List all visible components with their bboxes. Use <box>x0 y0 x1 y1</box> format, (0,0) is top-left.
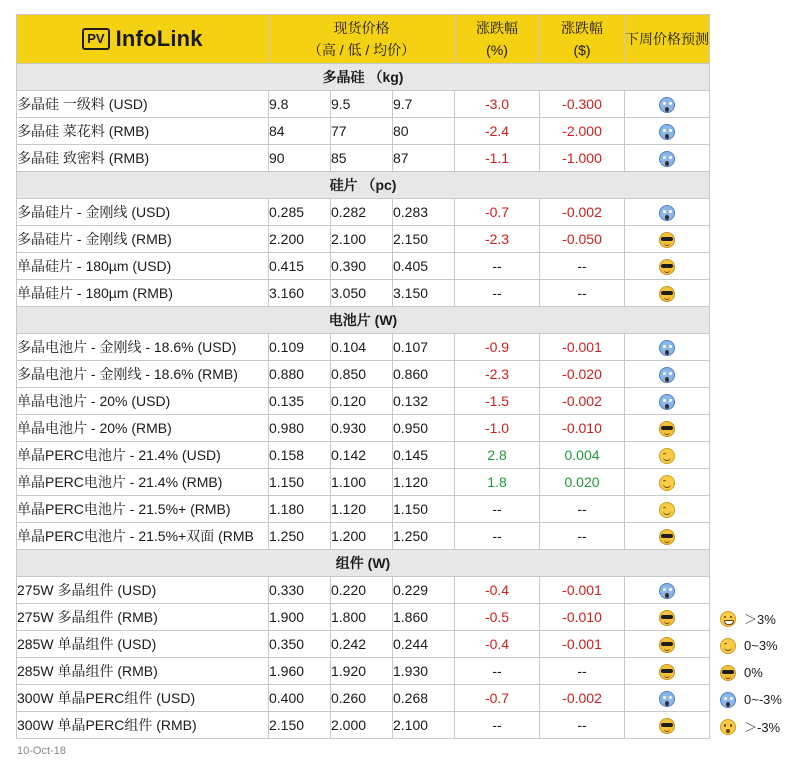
change-pct: -- <box>455 253 540 280</box>
price-high: 90 <box>269 145 331 172</box>
change-abs: -0.001 <box>540 334 625 361</box>
price-avg: 0.405 <box>393 253 455 280</box>
change-pct-title: 涨跌幅 <box>476 20 519 36</box>
table-row <box>17 253 710 280</box>
price-low: 0.142 <box>331 442 393 469</box>
pv-logo-icon: PV <box>82 28 109 50</box>
price-high: 0.109 <box>269 334 331 361</box>
product-name: 单晶PERC电池片 - 21.5%+双面 (RMB <box>17 523 269 550</box>
price-low: 77 <box>331 118 393 145</box>
table-row <box>17 415 710 442</box>
forecast-cell <box>625 118 710 145</box>
price-avg: 2.150 <box>393 226 455 253</box>
change-pct: -- <box>455 523 540 550</box>
price-low: 1.920 <box>331 658 393 685</box>
change-pct: -- <box>455 712 540 739</box>
cool-icon <box>659 529 675 545</box>
section-row <box>17 172 710 199</box>
change-pct: -1.0 <box>455 415 540 442</box>
change-abs: -- <box>540 658 625 685</box>
price-high: 0.285 <box>269 199 331 226</box>
forecast-cell <box>625 685 710 712</box>
price-high: 0.880 <box>269 361 331 388</box>
cool-icon <box>659 259 675 275</box>
legend-label: 0~-3% <box>744 692 782 707</box>
price-high: 9.8 <box>269 91 331 118</box>
cool-icon <box>659 664 675 680</box>
price-high: 1.180 <box>269 496 331 523</box>
change-pct: -- <box>455 496 540 523</box>
price-avg: 0.244 <box>393 631 455 658</box>
smile-icon <box>720 638 736 654</box>
spot-price-header <box>269 15 455 64</box>
section-title: 硅片 （pc) <box>17 172 710 199</box>
price-high: 1.960 <box>269 658 331 685</box>
section-row <box>17 64 710 91</box>
legend-label: ＞3% <box>744 612 776 627</box>
cool-icon <box>659 610 675 626</box>
product-name: 多晶硅 一级料 (USD) <box>17 91 269 118</box>
product-name: 多晶电池片 - 金刚线 - 18.6% (USD) <box>17 334 269 361</box>
cool-icon <box>659 232 675 248</box>
price-avg: 1.250 <box>393 523 455 550</box>
product-name: 单晶电池片 - 20% (USD) <box>17 388 269 415</box>
legend-label: 0% <box>744 665 763 680</box>
table-row <box>17 118 710 145</box>
price-avg: 0.229 <box>393 577 455 604</box>
change-abs-title: 涨跌幅 <box>561 20 604 36</box>
price-avg: 3.150 <box>393 280 455 307</box>
product-name: 多晶硅 致密料 (RMB) <box>17 145 269 172</box>
scream-icon <box>659 367 675 383</box>
table-row <box>17 334 710 361</box>
change-abs-unit: ($) <box>573 42 591 58</box>
table-row <box>17 523 710 550</box>
price-high: 0.415 <box>269 253 331 280</box>
change-pct-unit: (%) <box>486 42 508 58</box>
table-row <box>17 577 710 604</box>
price-low: 0.220 <box>331 577 393 604</box>
table-row <box>17 685 710 712</box>
price-low: 0.120 <box>331 388 393 415</box>
price-high: 0.135 <box>269 388 331 415</box>
scream-icon <box>659 583 675 599</box>
product-name: 单晶电池片 - 20% (RMB) <box>17 415 269 442</box>
price-low: 2.000 <box>331 712 393 739</box>
product-name: 单晶硅片 - 180µm (USD) <box>17 253 269 280</box>
change-abs: -- <box>540 712 625 739</box>
price-avg: 2.100 <box>393 712 455 739</box>
table-row <box>17 604 710 631</box>
price-high: 1.150 <box>269 469 331 496</box>
price-table <box>16 14 710 739</box>
table-row <box>17 145 710 172</box>
scream-icon <box>659 691 675 707</box>
legend-label: 0~3% <box>744 638 778 653</box>
price-low: 1.120 <box>331 496 393 523</box>
price-low: 0.260 <box>331 685 393 712</box>
legend-item <box>716 713 800 740</box>
price-low: 1.200 <box>331 523 393 550</box>
price-high: 2.150 <box>269 712 331 739</box>
price-high: 0.330 <box>269 577 331 604</box>
price-high: 3.160 <box>269 280 331 307</box>
forecast-cell <box>625 361 710 388</box>
forecast-cell <box>625 631 710 658</box>
table-row <box>17 496 710 523</box>
cool-icon <box>659 286 675 302</box>
scream-icon <box>659 97 675 113</box>
table-row <box>17 280 710 307</box>
infolink-logo <box>17 15 268 63</box>
price-low: 0.242 <box>331 631 393 658</box>
product-name: 单晶PERC电池片 - 21.4% (RMB) <box>17 469 269 496</box>
price-avg: 0.860 <box>393 361 455 388</box>
forecast-cell <box>625 199 710 226</box>
smile-icon <box>659 448 675 464</box>
change-pct: -3.0 <box>455 91 540 118</box>
price-avg: 80 <box>393 118 455 145</box>
change-pct: -0.7 <box>455 199 540 226</box>
forecast-cell <box>625 334 710 361</box>
price-avg: 0.283 <box>393 199 455 226</box>
table-row <box>17 658 710 685</box>
cool-icon <box>659 421 675 437</box>
section-title: 组件 (W) <box>17 550 710 577</box>
price-low: 0.282 <box>331 199 393 226</box>
header-row <box>17 15 710 64</box>
change-abs: -- <box>540 523 625 550</box>
change-abs: -0.002 <box>540 199 625 226</box>
product-name: 多晶硅片 - 金刚线 (RMB) <box>17 226 269 253</box>
cool-icon <box>659 718 675 734</box>
product-name: 单晶硅片 - 180µm (RMB) <box>17 280 269 307</box>
forecast-cell <box>625 712 710 739</box>
price-low: 0.850 <box>331 361 393 388</box>
price-low: 1.800 <box>331 604 393 631</box>
product-name: 300W 单晶PERC组件 (RMB) <box>17 712 269 739</box>
scream-icon <box>659 340 675 356</box>
forecast-cell <box>625 415 710 442</box>
legend-item <box>716 605 800 632</box>
astonished-icon <box>720 719 736 735</box>
logo-cell <box>17 15 269 64</box>
price-high: 1.900 <box>269 604 331 631</box>
product-name: 285W 单晶组件 (USD) <box>17 631 269 658</box>
forecast-cell <box>625 91 710 118</box>
price-low: 1.100 <box>331 469 393 496</box>
change-pct: -0.7 <box>455 685 540 712</box>
legend-item <box>716 686 800 713</box>
change-pct: -0.4 <box>455 631 540 658</box>
table-row <box>17 469 710 496</box>
product-name: 多晶硅 菜花料 (RMB) <box>17 118 269 145</box>
change-abs: -0.010 <box>540 604 625 631</box>
forecast-cell <box>625 523 710 550</box>
change-abs: 0.004 <box>540 442 625 469</box>
forecast-cell <box>625 226 710 253</box>
report-date: 10-Oct-18 <box>17 745 66 757</box>
forecast-header: 下周价格预测 <box>625 15 710 64</box>
forecast-cell <box>625 253 710 280</box>
table-row <box>17 361 710 388</box>
change-abs: -0.002 <box>540 685 625 712</box>
spot-price-subtitle: （高 / 低 / 均价） <box>307 42 416 58</box>
scream-icon <box>659 394 675 410</box>
change-pct: 1.8 <box>455 469 540 496</box>
change-pct: -0.4 <box>455 577 540 604</box>
change-abs: -0.050 <box>540 226 625 253</box>
price-avg: 0.145 <box>393 442 455 469</box>
forecast-cell <box>625 658 710 685</box>
price-high: 0.980 <box>269 415 331 442</box>
change-pct: -0.5 <box>455 604 540 631</box>
table-row <box>17 226 710 253</box>
price-high: 0.350 <box>269 631 331 658</box>
change-pct: -0.9 <box>455 334 540 361</box>
cool-icon <box>659 637 675 653</box>
change-pct: -1.1 <box>455 145 540 172</box>
forecast-cell <box>625 280 710 307</box>
price-low: 9.5 <box>331 91 393 118</box>
change-abs: -0.300 <box>540 91 625 118</box>
change-pct: -2.3 <box>455 361 540 388</box>
product-name: 多晶硅片 - 金刚线 (USD) <box>17 199 269 226</box>
section-row <box>17 550 710 577</box>
legend-item <box>716 659 800 686</box>
price-high: 84 <box>269 118 331 145</box>
change-abs: -0.010 <box>540 415 625 442</box>
price-avg: 1.120 <box>393 469 455 496</box>
grin-icon <box>720 611 736 627</box>
price-avg: 0.950 <box>393 415 455 442</box>
change-abs: 0.020 <box>540 469 625 496</box>
forecast-cell <box>625 496 710 523</box>
price-avg: 0.107 <box>393 334 455 361</box>
scream-icon <box>659 151 675 167</box>
forecast-cell <box>625 388 710 415</box>
change-pct: -1.5 <box>455 388 540 415</box>
scream-icon <box>659 205 675 221</box>
change-pct: -2.4 <box>455 118 540 145</box>
change-pct: -- <box>455 658 540 685</box>
forecast-legend <box>716 605 800 740</box>
change-pct-header <box>455 15 540 64</box>
change-abs: -- <box>540 496 625 523</box>
change-abs: -0.001 <box>540 577 625 604</box>
change-abs: -0.001 <box>540 631 625 658</box>
table-row <box>17 199 710 226</box>
price-avg: 1.930 <box>393 658 455 685</box>
section-title: 多晶硅 （kg) <box>17 64 710 91</box>
forecast-cell <box>625 469 710 496</box>
price-high: 0.400 <box>269 685 331 712</box>
price-table-body <box>17 64 710 739</box>
legend-item <box>716 632 800 659</box>
change-pct: -- <box>455 280 540 307</box>
smile-icon <box>659 475 675 491</box>
product-name: 285W 单晶组件 (RMB) <box>17 658 269 685</box>
logo-text: InfoLink <box>115 26 203 51</box>
price-avg: 9.7 <box>393 91 455 118</box>
price-high: 2.200 <box>269 226 331 253</box>
product-name: 单晶PERC电池片 - 21.4% (USD) <box>17 442 269 469</box>
forecast-cell <box>625 442 710 469</box>
change-abs: -- <box>540 280 625 307</box>
change-abs-header <box>540 15 625 64</box>
price-avg: 0.268 <box>393 685 455 712</box>
forecast-cell <box>625 604 710 631</box>
scream-icon <box>720 692 736 708</box>
smile-icon <box>659 502 675 518</box>
product-name: 275W 多晶组件 (USD) <box>17 577 269 604</box>
price-low: 0.930 <box>331 415 393 442</box>
price-avg: 0.132 <box>393 388 455 415</box>
price-low: 2.100 <box>331 226 393 253</box>
product-name: 单晶PERC电池片 - 21.5%+ (RMB) <box>17 496 269 523</box>
table-row <box>17 631 710 658</box>
scream-icon <box>659 124 675 140</box>
price-high: 1.250 <box>269 523 331 550</box>
price-low: 0.104 <box>331 334 393 361</box>
change-abs: -0.002 <box>540 388 625 415</box>
table-row <box>17 388 710 415</box>
cool-icon <box>720 665 736 681</box>
change-abs: -0.020 <box>540 361 625 388</box>
table-row <box>17 712 710 739</box>
change-pct: 2.8 <box>455 442 540 469</box>
product-name: 275W 多晶组件 (RMB) <box>17 604 269 631</box>
product-name: 多晶电池片 - 金刚线 - 18.6% (RMB) <box>17 361 269 388</box>
price-low: 85 <box>331 145 393 172</box>
price-avg: 1.150 <box>393 496 455 523</box>
product-name: 300W 单晶PERC组件 (USD) <box>17 685 269 712</box>
table-row <box>17 91 710 118</box>
change-pct: -2.3 <box>455 226 540 253</box>
section-title: 电池片 (W) <box>17 307 710 334</box>
forecast-cell <box>625 145 710 172</box>
price-high: 0.158 <box>269 442 331 469</box>
change-abs: -1.000 <box>540 145 625 172</box>
change-abs: -2.000 <box>540 118 625 145</box>
forecast-cell <box>625 577 710 604</box>
table-row <box>17 442 710 469</box>
change-abs: -- <box>540 253 625 280</box>
price-low: 3.050 <box>331 280 393 307</box>
spot-price-title: 现货价格 <box>333 20 390 36</box>
price-avg: 1.860 <box>393 604 455 631</box>
price-low: 0.390 <box>331 253 393 280</box>
legend-label: ＞-3% <box>744 720 781 735</box>
section-row <box>17 307 710 334</box>
price-avg: 87 <box>393 145 455 172</box>
